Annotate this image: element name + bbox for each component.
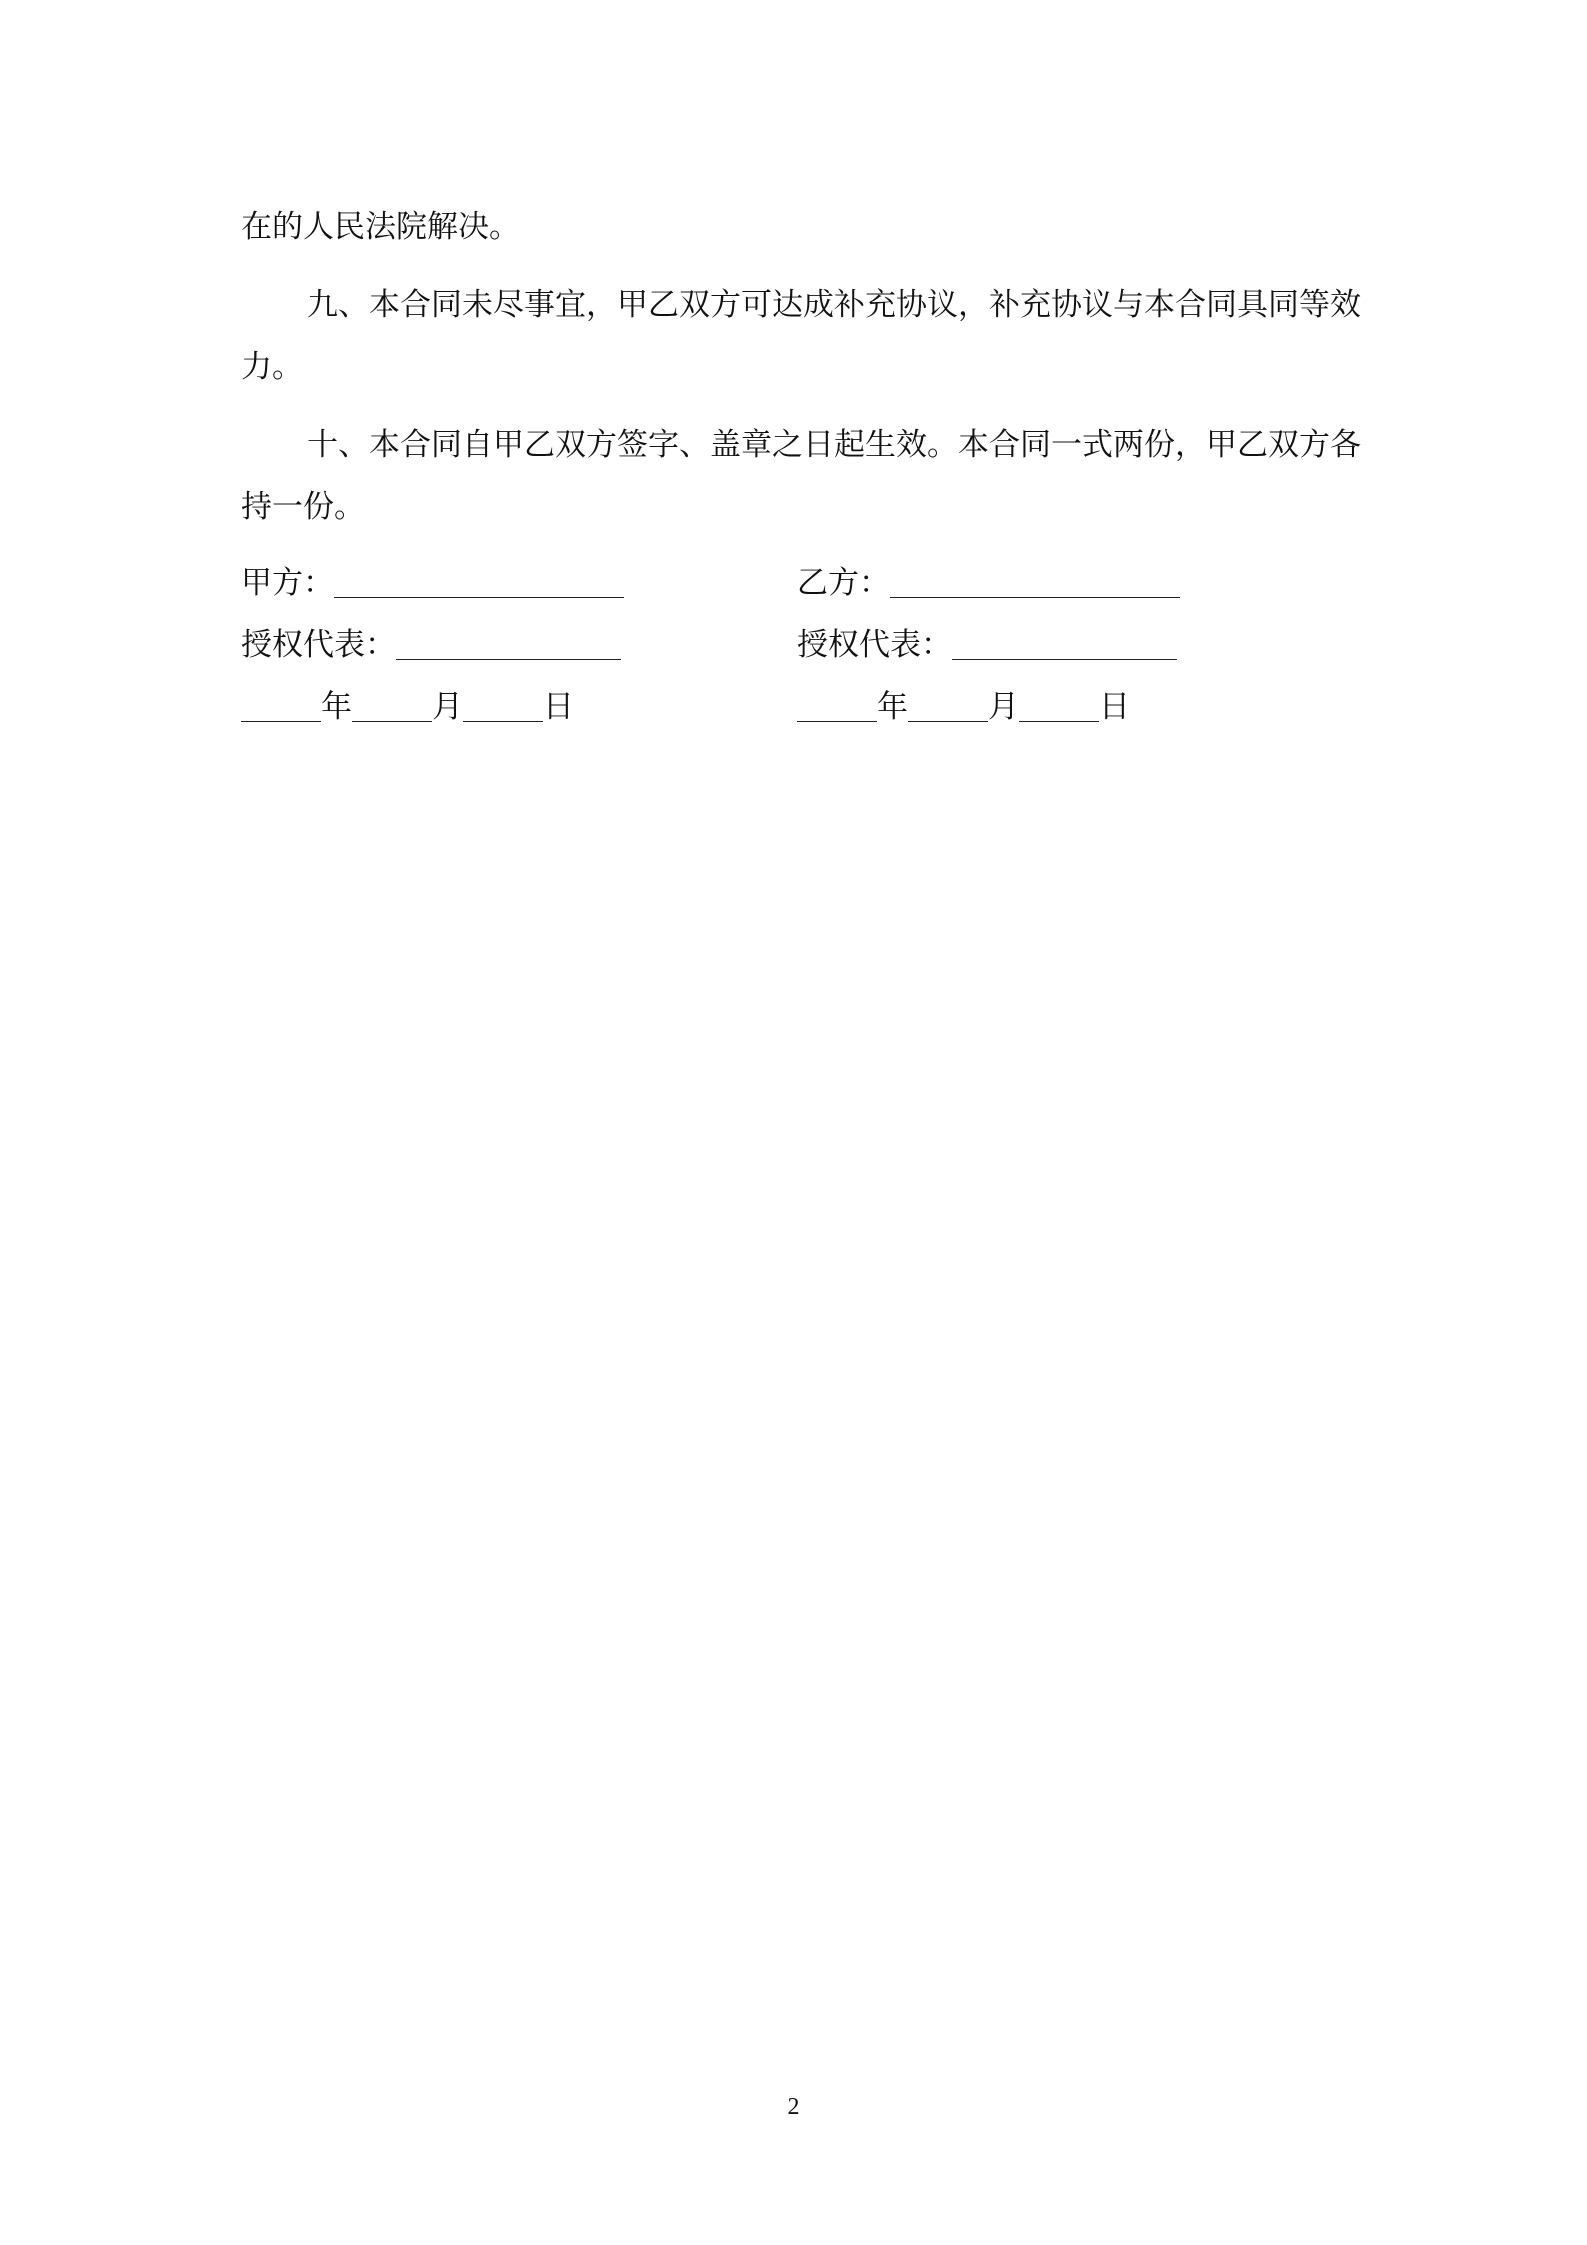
party-a-day-label: 日 <box>543 689 574 725</box>
party-b-month-label: 月 <box>988 689 1019 725</box>
page-number: 2 <box>787 2094 800 2120</box>
party-b-label: 乙方： <box>797 565 890 601</box>
paragraph-clause-10: 十、本合同自甲乙双方签字、盖章之日起生效。本合同一式两份，甲乙双方各持一份。 <box>241 427 1361 525</box>
paragraph-continuation: 在的人民法院解决。 <box>241 209 520 245</box>
date-row <box>241 682 1361 744</box>
paragraph-clause-9: 九、本合同未尽事宜，甲乙双方可达成补充协议，补充协议与本合同具同等效力。 <box>241 287 1361 385</box>
party-a-rep-label: 授权代表： <box>241 627 396 663</box>
party-b-date <box>797 682 1130 732</box>
party-b-signature <box>797 558 1180 608</box>
party-b-rep-blank <box>952 627 1177 660</box>
party-a-month-label: 月 <box>432 689 463 725</box>
party-b-month-blank <box>908 689 988 722</box>
party-a-representative <box>241 620 621 670</box>
party-a-label: 甲方： <box>241 565 334 601</box>
party-b-rep-label: 授权代表： <box>797 627 952 663</box>
party-a-year-blank <box>241 689 321 722</box>
party-b-blank <box>890 565 1180 598</box>
party-b-day-label: 日 <box>1099 689 1130 725</box>
representative-row <box>241 620 1361 682</box>
party-a-year-label: 年 <box>321 689 352 725</box>
party-b-representative <box>797 620 1177 670</box>
party-a-month-blank <box>352 689 432 722</box>
party-a-rep-blank <box>396 627 621 660</box>
party-a-day-blank <box>463 689 543 722</box>
contract-body <box>241 196 1361 538</box>
signature-block <box>241 558 1361 744</box>
party-b-year-label: 年 <box>877 689 908 725</box>
party-row <box>241 558 1361 620</box>
party-b-year-blank <box>797 689 877 722</box>
party-b-day-blank <box>1019 689 1099 722</box>
party-a-date <box>241 682 574 732</box>
party-a-blank <box>334 565 624 598</box>
party-a-signature <box>241 558 624 608</box>
